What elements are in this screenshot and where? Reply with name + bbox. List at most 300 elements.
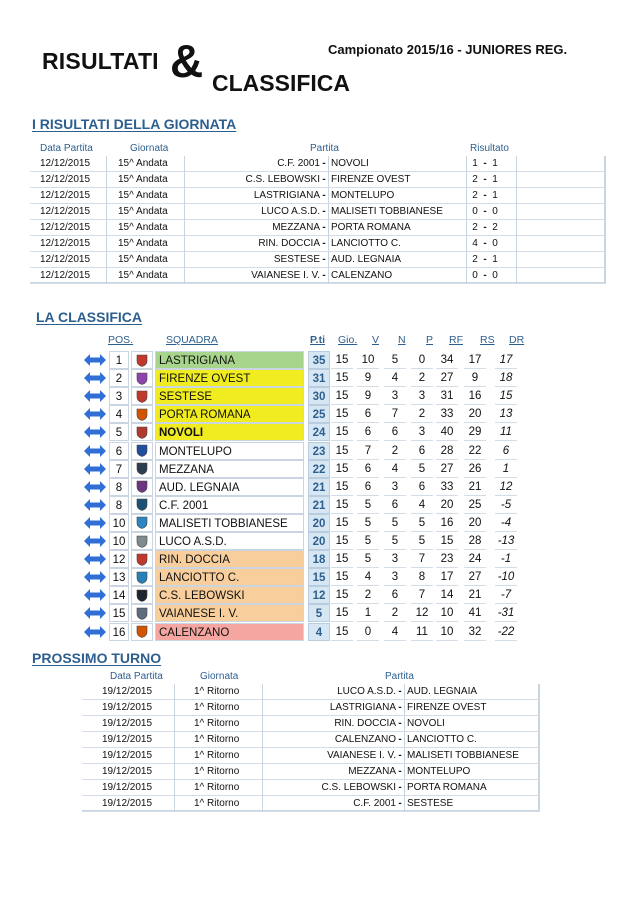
standings-goals-for: 23: [436, 550, 458, 568]
result-home-team: VAIANESE I. V.: [251, 270, 320, 281]
standings-draws: 5: [384, 514, 406, 532]
next-match-date: 19/12/2015: [102, 702, 153, 713]
standings-col-draws: N: [398, 334, 406, 346]
next-match-away-team: MALISETI TOBBIANESE: [407, 750, 519, 761]
standings-goals-against: 29: [464, 423, 486, 441]
standings-played: 15: [331, 623, 353, 641]
standings-goal-diff: 11: [495, 423, 517, 441]
standings-goals-for: 10: [436, 604, 458, 622]
standings-played: 15: [331, 532, 353, 550]
next-match-home-team: CALENZANO: [334, 734, 396, 745]
next-match-round: 1^ Ritorno: [194, 766, 240, 777]
double-arrow-icon[interactable]: [84, 516, 106, 530]
next-match-date: 19/12/2015: [102, 798, 153, 809]
standings-team-name: SESTESE: [155, 387, 304, 405]
result-away-team: LANCIOTTO C.: [331, 238, 401, 249]
result-home-goals: 0: [472, 206, 478, 217]
standings-goals-against: 17: [464, 351, 486, 369]
standings-points: 18: [308, 550, 330, 568]
result-round: 15^ Andata: [118, 190, 168, 201]
standings-wins: 6: [357, 423, 379, 441]
result-date: 12/12/2015: [40, 270, 91, 281]
next-match-date: 19/12/2015: [102, 686, 153, 697]
standings-wins: 9: [357, 387, 379, 405]
standings-losses: 11: [411, 623, 433, 641]
next-match-round: 1^ Ritorno: [194, 734, 240, 745]
standings-team-name: AUD. LEGNAIA: [155, 478, 304, 496]
result-home-team: C.S. LEBOWSKI: [245, 174, 320, 185]
result-date: 12/12/2015: [40, 190, 91, 201]
standings-wins: 5: [357, 550, 379, 568]
next-match-date: 19/12/2015: [102, 718, 153, 729]
results-section-title: I RISULTATI DELLA GIORNATA: [32, 116, 237, 132]
result-date: 12/12/2015: [40, 174, 91, 185]
standings-team-name: NOVOLI: [155, 423, 304, 441]
result-round: 15^ Andata: [118, 270, 168, 281]
double-arrow-icon[interactable]: [84, 444, 106, 458]
standings-goal-diff: -7: [495, 586, 517, 604]
standings-goals-for: 40: [436, 423, 458, 441]
result-home-team: SESTESE: [273, 254, 320, 265]
standings-points: 30: [308, 387, 330, 405]
result-date: 12/12/2015: [40, 206, 91, 217]
standings-goals-against: 22: [464, 442, 486, 460]
standings-points: 35: [308, 351, 330, 369]
double-arrow-icon[interactable]: [84, 480, 106, 494]
team-crest-icon: [131, 586, 153, 604]
result-away-goals: 0: [492, 238, 498, 249]
next-match-away-team: PORTA ROMANA: [407, 782, 487, 793]
standings-wins: 9: [357, 369, 379, 387]
next-match-date: 19/12/2015: [102, 782, 153, 793]
result-score-separator: -: [483, 238, 487, 249]
standings-goals-against: 25: [464, 496, 486, 514]
standings-row: [84, 369, 530, 387]
standings-played: 15: [331, 478, 353, 496]
standings-goals-against: 28: [464, 532, 486, 550]
standings-draws: 3: [384, 550, 406, 568]
result-away-goals: 0: [492, 206, 498, 217]
standings-losses: 5: [411, 532, 433, 550]
result-away-team: MONTELUPO: [331, 190, 395, 201]
standings-goals-for: 27: [436, 369, 458, 387]
standings-goal-diff: -4: [495, 514, 517, 532]
standings-losses: 3: [411, 387, 433, 405]
standings-draws: 2: [384, 604, 406, 622]
standings-played: 15: [331, 405, 353, 423]
standings-team-name: C.F. 2001: [155, 496, 304, 514]
standings-team-name: MEZZANA: [155, 460, 304, 478]
team-crest-icon: [131, 442, 153, 460]
standings-goal-diff: 6: [495, 442, 517, 460]
standings-losses: 4: [411, 496, 433, 514]
standings-row: [84, 623, 530, 641]
standings-points: 21: [308, 496, 330, 514]
next-match-row: [82, 780, 540, 796]
next-match-separator: -: [398, 734, 402, 745]
result-away-goals: 1: [492, 174, 498, 185]
result-row: [30, 236, 606, 252]
team-crest-icon: [131, 623, 153, 641]
standings-losses: 6: [411, 442, 433, 460]
standings-draws: 6: [384, 586, 406, 604]
result-away-goals: 0: [492, 270, 498, 281]
next-match-away-team: LANCIOTTO C.: [407, 734, 477, 745]
standings-goals-for: 33: [436, 478, 458, 496]
next-match-away-team: SESTESE: [407, 798, 454, 809]
next-match-home-team: LUCO A.S.D.: [337, 686, 396, 697]
next-match-row: [82, 684, 540, 700]
result-score-separator: -: [483, 206, 487, 217]
standings-row: [84, 550, 530, 568]
next-match-home-team: LASTRIGIANA: [329, 702, 396, 713]
result-separator: -: [322, 158, 326, 169]
standings-row: [84, 423, 530, 441]
next-match-separator: -: [398, 718, 402, 729]
standings-position: 8: [109, 496, 129, 514]
next-match-away-team: NOVOLI: [407, 718, 445, 729]
team-crest-icon: [131, 604, 153, 622]
standings-played: 15: [331, 351, 353, 369]
standings-row: [84, 514, 530, 532]
standings-losses: 5: [411, 460, 433, 478]
standings-goals-against: 20: [464, 514, 486, 532]
next-col-round: Giornata: [200, 671, 239, 682]
standings-goals-against: 21: [464, 586, 486, 604]
next-round-table: [82, 684, 540, 812]
team-crest-icon: [131, 460, 153, 478]
standings-goals-against: 21: [464, 478, 486, 496]
standings-position: 4: [109, 405, 129, 423]
standings-played: 15: [331, 369, 353, 387]
page-title-results: RISULTATI: [42, 48, 159, 74]
result-separator: -: [322, 270, 326, 281]
result-row: [30, 172, 606, 188]
page-title-ampersand: &: [170, 35, 204, 87]
standings-points: 15: [308, 568, 330, 586]
standings-team-name: RIN. DOCCIA: [155, 550, 304, 568]
standings-goal-diff: -13: [495, 532, 517, 550]
result-round: 15^ Andata: [118, 174, 168, 185]
standings-goals-for: 31: [436, 387, 458, 405]
standings-goals-against: 24: [464, 550, 486, 568]
double-arrow-icon[interactable]: [84, 462, 106, 476]
standings-wins: 5: [357, 514, 379, 532]
standings-draws: 4: [384, 623, 406, 641]
team-crest-icon: [131, 514, 153, 532]
standings-col-wins: V: [372, 334, 380, 346]
next-col-match: Partita: [385, 671, 414, 682]
next-match-row: [82, 732, 540, 748]
result-row: [30, 220, 606, 236]
result-home-team: LASTRIGIANA: [253, 190, 320, 201]
standings-losses: 2: [411, 405, 433, 423]
standings-goals-against: 32: [464, 623, 486, 641]
next-round-section-title: PROSSIMO TURNO: [32, 650, 162, 666]
result-score-separator: -: [483, 270, 487, 281]
result-separator: -: [322, 206, 326, 217]
standings-losses: 6: [411, 478, 433, 496]
result-score-separator: -: [483, 190, 487, 201]
results-table: [30, 156, 606, 284]
standings-wins: 7: [357, 442, 379, 460]
standings-position: 14: [109, 586, 129, 604]
team-crest-icon: [131, 478, 153, 496]
standings-played: 15: [331, 604, 353, 622]
standings-team-name: PORTA ROMANA: [155, 405, 304, 423]
standings-goals-against: 27: [464, 568, 486, 586]
standings-goal-diff: 12: [495, 478, 517, 496]
result-score-separator: -: [483, 174, 487, 185]
team-crest-icon: [131, 351, 153, 369]
standings-position: 10: [109, 514, 129, 532]
next-match-row: [82, 716, 540, 732]
standings-played: 15: [331, 496, 353, 514]
standings-losses: 2: [411, 369, 433, 387]
standings-goals-for: 14: [436, 586, 458, 604]
standings-row: [84, 496, 530, 514]
standings-goals-against: 20: [464, 405, 486, 423]
standings-col-losses: P: [426, 334, 434, 346]
standings-position: 6: [109, 442, 129, 460]
standings-wins: 6: [357, 478, 379, 496]
next-match-round: 1^ Ritorno: [194, 750, 240, 761]
standings-points: 12: [308, 586, 330, 604]
standings-position: 7: [109, 460, 129, 478]
standings-row: [84, 442, 530, 460]
double-arrow-icon[interactable]: [84, 498, 106, 512]
result-score-separator: -: [483, 254, 487, 265]
results-col-date: Data Partita: [40, 143, 93, 154]
double-arrow-icon[interactable]: [84, 389, 106, 403]
standings-goal-diff: 1: [495, 460, 517, 478]
standings-losses: 7: [411, 550, 433, 568]
standings-goal-diff: -31: [495, 604, 517, 622]
next-match-separator: -: [398, 782, 402, 793]
standings-goals-for: 33: [436, 405, 458, 423]
double-arrow-icon[interactable]: [84, 371, 106, 385]
result-round: 15^ Andata: [118, 206, 168, 217]
result-separator: -: [322, 254, 326, 265]
standings-col-team: SQUADRA: [166, 334, 218, 346]
standings-goal-diff: -10: [495, 568, 517, 586]
next-match-separator: -: [398, 750, 402, 761]
standings-points: 24: [308, 423, 330, 441]
standings-goals-for: 34: [436, 351, 458, 369]
standings-points: 20: [308, 532, 330, 550]
standings-points: 22: [308, 460, 330, 478]
next-match-separator: -: [398, 798, 402, 809]
result-home-goals: 2: [472, 222, 478, 233]
team-crest-icon: [131, 387, 153, 405]
next-match-round: 1^ Ritorno: [194, 798, 240, 809]
standings-points: 5: [308, 604, 330, 622]
double-arrow-icon[interactable]: [84, 407, 106, 421]
next-match-date: 19/12/2015: [102, 750, 153, 761]
double-arrow-icon[interactable]: [84, 588, 106, 602]
standings-played: 15: [331, 460, 353, 478]
next-match-away-team: FIRENZE OVEST: [407, 702, 487, 713]
result-home-goals: 0: [472, 270, 478, 281]
standings-played: 15: [331, 568, 353, 586]
result-home-team: C.F. 2001: [277, 158, 320, 169]
standings-points: 21: [308, 478, 330, 496]
standings-points: 31: [308, 369, 330, 387]
result-row: [30, 252, 606, 268]
standings-goals-for: 16: [436, 514, 458, 532]
standings-team-name: LANCIOTTO C.: [155, 568, 304, 586]
result-away-team: MALISETI TOBBIANESE: [331, 206, 443, 217]
next-match-round: 1^ Ritorno: [194, 686, 240, 697]
standings-draws: 5: [384, 532, 406, 550]
double-arrow-icon[interactable]: [84, 534, 106, 548]
standings-team-name: LUCO A.S.D.: [155, 532, 304, 550]
next-match-row: [82, 764, 540, 780]
standings-position: 1: [109, 351, 129, 369]
result-home-team: RIN. DOCCIA: [258, 238, 320, 249]
standings-draws: 6: [384, 423, 406, 441]
standings-played: 15: [331, 423, 353, 441]
standings-points: 4: [308, 623, 330, 641]
standings-position: 12: [109, 550, 129, 568]
standings-losses: 8: [411, 568, 433, 586]
standings-goals-for: 28: [436, 442, 458, 460]
next-match-home-team: C.S. LEBOWSKI: [321, 782, 396, 793]
standings-wins: 6: [357, 460, 379, 478]
result-away-team: AUD. LEGNAIA: [331, 254, 402, 265]
standings-wins: 5: [357, 496, 379, 514]
standings-played: 15: [331, 514, 353, 532]
standings-goals-against: 9: [464, 369, 486, 387]
standings-draws: 7: [384, 405, 406, 423]
standings-row: [84, 586, 530, 604]
result-home-goals: 2: [472, 254, 478, 265]
standings-team-name: VAIANESE I. V.: [155, 604, 304, 622]
next-match-home-team: VAIANESE I. V.: [327, 750, 396, 761]
standings-row: [84, 604, 530, 622]
double-arrow-icon[interactable]: [84, 606, 106, 620]
next-match-away-team: MONTELUPO: [407, 766, 471, 777]
result-score-separator: -: [483, 222, 487, 233]
standings-wins: 4: [357, 568, 379, 586]
standings-goals-for: 27: [436, 460, 458, 478]
standings-losses: 3: [411, 423, 433, 441]
result-round: 15^ Andata: [118, 222, 168, 233]
standings-played: 15: [331, 387, 353, 405]
team-crest-icon: [131, 496, 153, 514]
double-arrow-icon[interactable]: [84, 552, 106, 566]
result-away-goals: 1: [492, 254, 498, 265]
result-separator: -: [322, 222, 326, 233]
standings-goals-against: 41: [464, 604, 486, 622]
standings-points: 25: [308, 405, 330, 423]
standings-wins: 5: [357, 532, 379, 550]
standings-goals-against: 26: [464, 460, 486, 478]
standings-draws: 6: [384, 496, 406, 514]
next-match-round: 1^ Ritorno: [194, 718, 240, 729]
result-round: 15^ Andata: [118, 158, 168, 169]
standings-played: 15: [331, 442, 353, 460]
result-separator: -: [322, 190, 326, 201]
next-match-home-team: C.F. 2001: [353, 798, 396, 809]
standings-position: 3: [109, 387, 129, 405]
standings-points: 23: [308, 442, 330, 460]
standings-row: [84, 405, 530, 423]
standings-goals-against: 16: [464, 387, 486, 405]
standings-draws: 2: [384, 442, 406, 460]
result-date: 12/12/2015: [40, 238, 91, 249]
standings-position: 15: [109, 604, 129, 622]
standings-team-name: CALENZANO: [155, 623, 304, 641]
standings-wins: 2: [357, 586, 379, 604]
standings-draws: 3: [384, 387, 406, 405]
next-match-separator: -: [398, 702, 402, 713]
next-match-round: 1^ Ritorno: [194, 782, 240, 793]
result-away-team: CALENZANO: [331, 270, 393, 281]
standings-team-name: MALISETI TOBBIANESE: [155, 514, 304, 532]
standings-wins: 0: [357, 623, 379, 641]
result-row: [30, 188, 606, 204]
standings-row: [84, 532, 530, 550]
next-match-home-team: RIN. DOCCIA: [334, 718, 396, 729]
team-crest-icon: [131, 405, 153, 423]
standings-col-goal-diff: DR: [509, 334, 525, 346]
standings-team-name: MONTELUPO: [155, 442, 304, 460]
double-arrow-icon[interactable]: [84, 570, 106, 584]
double-arrow-icon[interactable]: [84, 425, 106, 439]
standings-goals-for: 10: [436, 623, 458, 641]
result-home-team: LUCO A.S.D.: [261, 206, 320, 217]
result-date: 12/12/2015: [40, 222, 91, 233]
standings-points: 20: [308, 514, 330, 532]
standings-draws: 4: [384, 460, 406, 478]
result-separator: -: [322, 238, 326, 249]
next-match-separator: -: [398, 766, 402, 777]
next-match-row: [82, 748, 540, 764]
result-away-goals: 1: [492, 190, 498, 201]
next-match-separator: -: [398, 686, 402, 697]
next-match-away-team: AUD. LEGNAIA: [407, 686, 478, 697]
standings-team-name: FIRENZE OVEST: [155, 369, 304, 387]
standings-wins: 10: [357, 351, 379, 369]
standings-losses: 0: [411, 351, 433, 369]
result-home-goals: 2: [472, 174, 478, 185]
next-match-date: 19/12/2015: [102, 734, 153, 745]
result-away-team: FIRENZE OVEST: [331, 174, 411, 185]
double-arrow-icon[interactable]: [84, 625, 106, 639]
team-crest-icon: [131, 568, 153, 586]
team-crest-icon: [131, 532, 153, 550]
result-row: [30, 156, 606, 172]
standings-losses: 7: [411, 586, 433, 604]
standings-goal-diff: 13: [495, 405, 517, 423]
standings-row: [84, 387, 530, 405]
result-date: 12/12/2015: [40, 158, 91, 169]
standings-goal-diff: 15: [495, 387, 517, 405]
results-col-match: Partita: [310, 143, 339, 154]
result-separator: -: [322, 174, 326, 185]
next-match-round: 1^ Ritorno: [194, 702, 240, 713]
standings-draws: 3: [384, 478, 406, 496]
double-arrow-icon[interactable]: [84, 353, 106, 367]
result-date: 12/12/2015: [40, 254, 91, 265]
result-away-goals: 2: [492, 222, 498, 233]
standings-goals-for: 20: [436, 496, 458, 514]
standings-draws: 3: [384, 568, 406, 586]
result-home-team: MEZZANA: [272, 222, 320, 233]
team-crest-icon: [131, 550, 153, 568]
standings-goal-diff: -1: [495, 550, 517, 568]
